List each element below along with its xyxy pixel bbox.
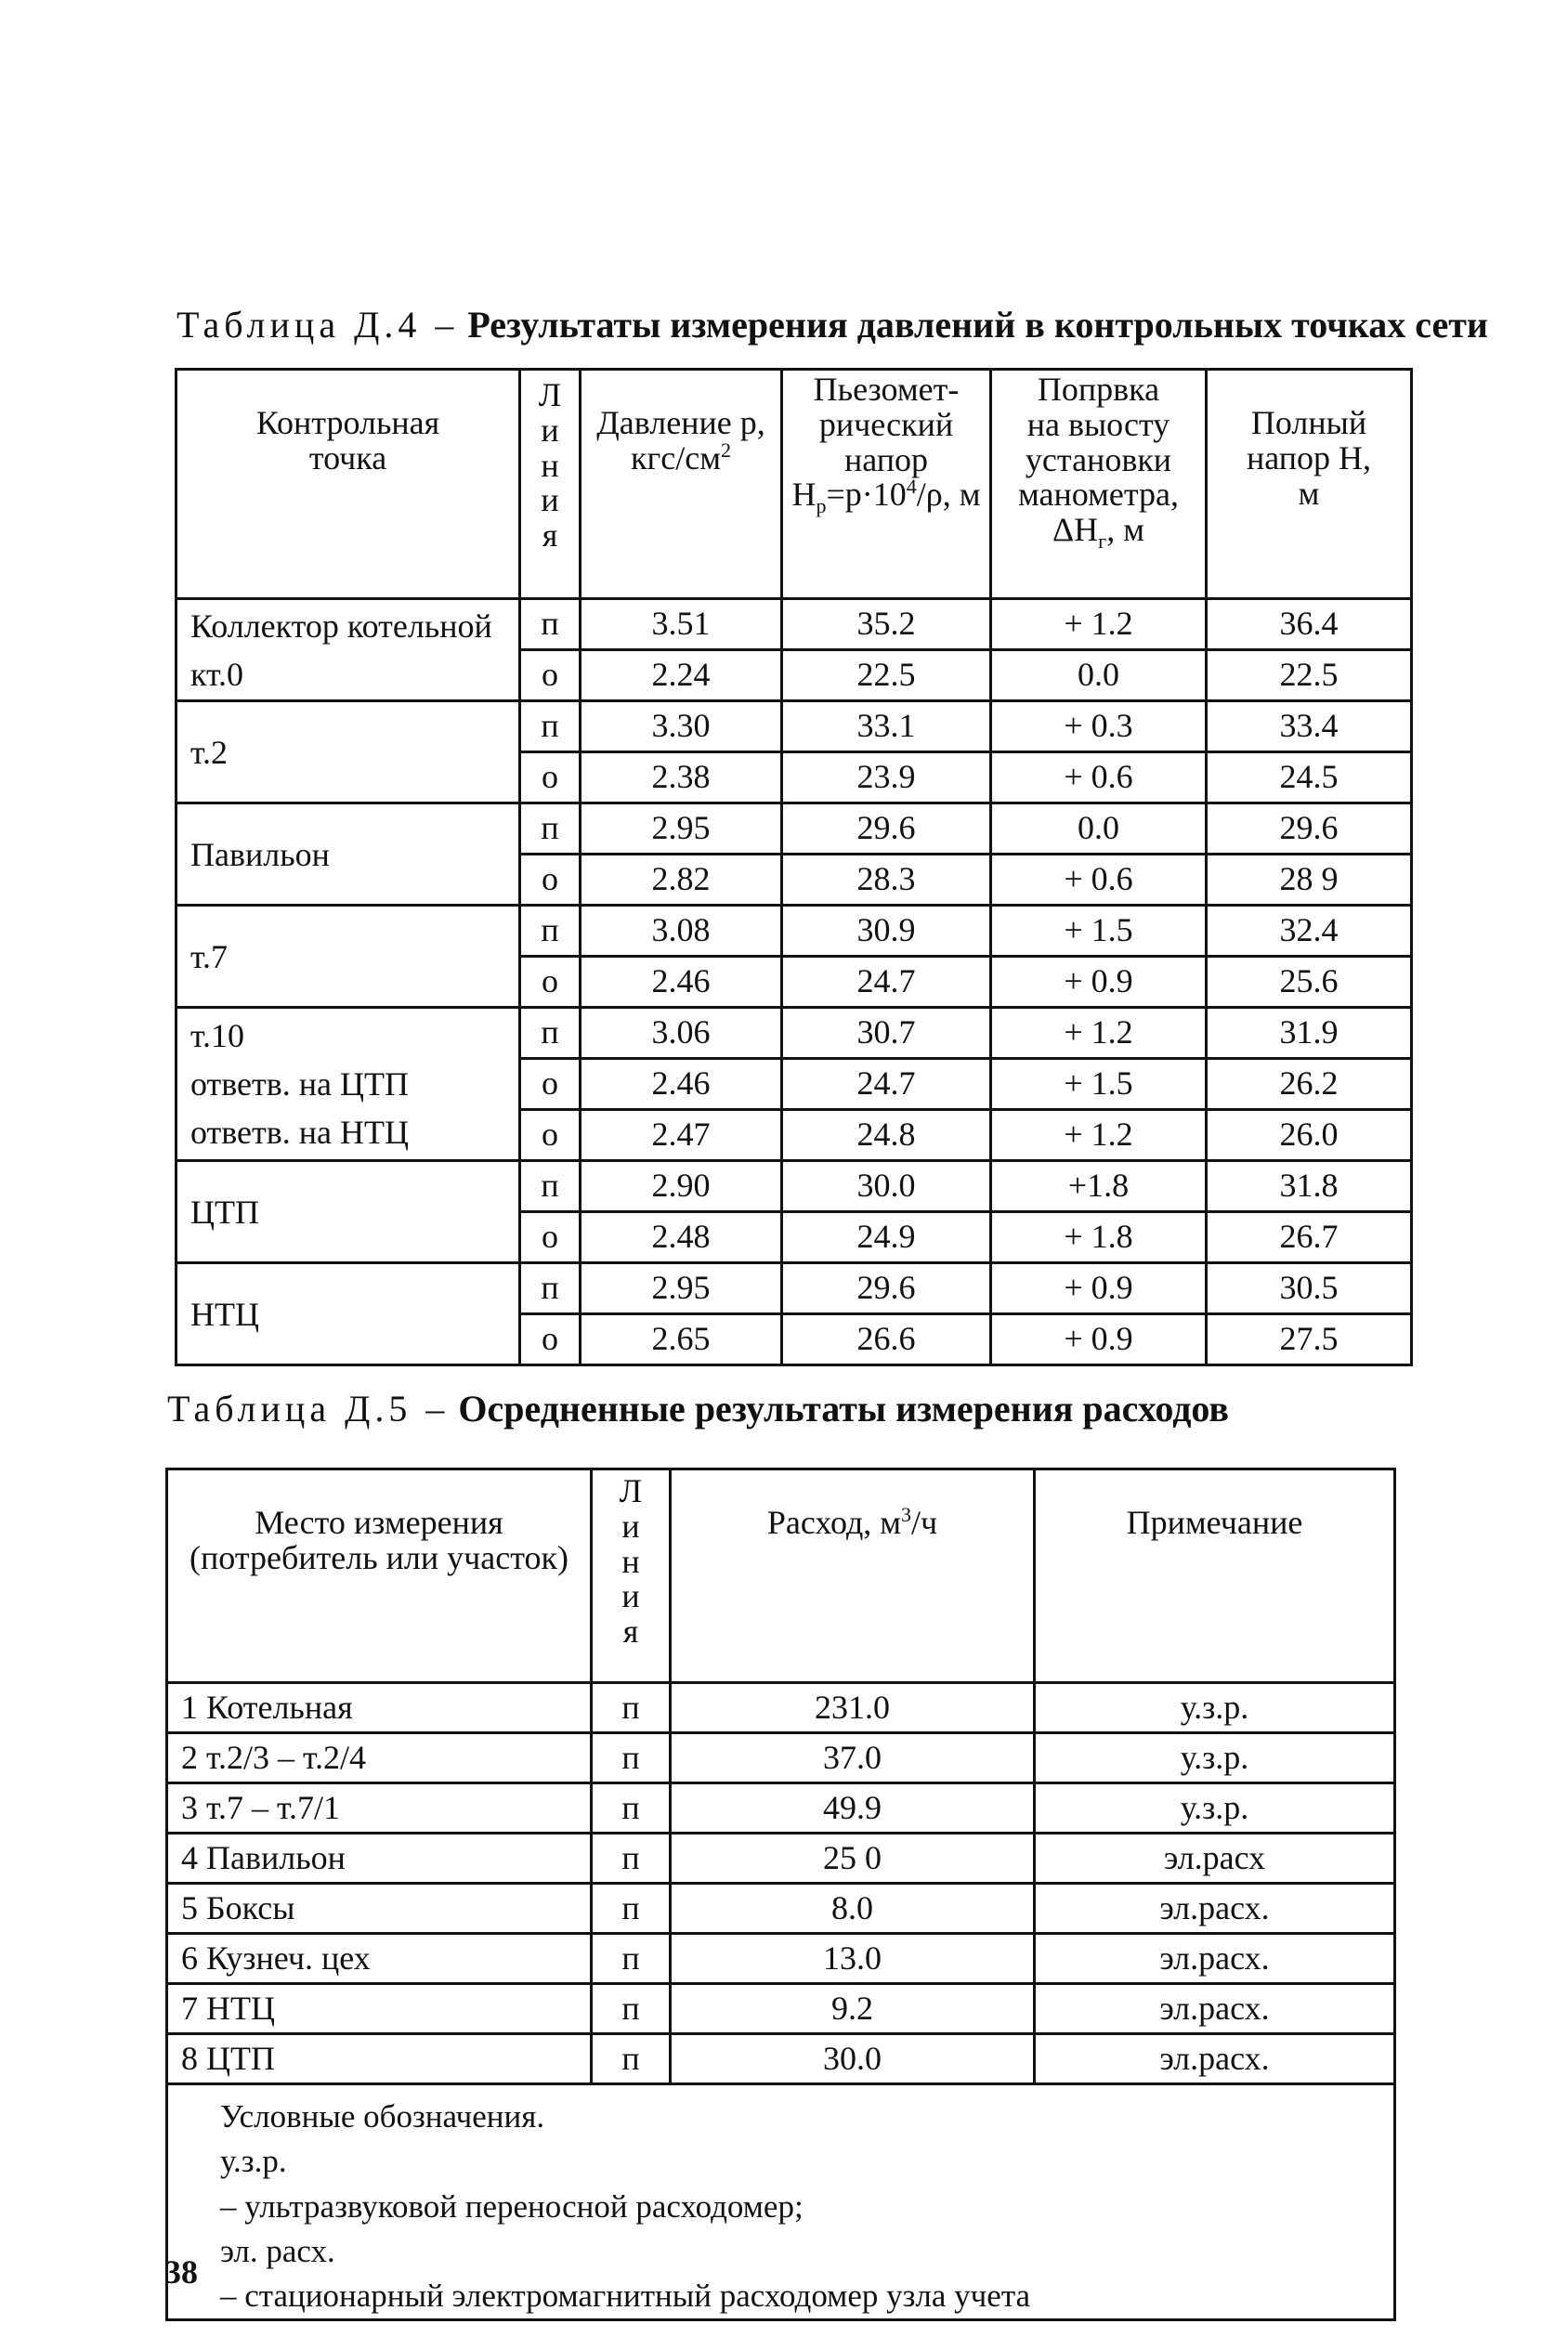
total-head-cell: 26.7 (1207, 1212, 1412, 1263)
pressure-cell: 3.08 (581, 906, 782, 957)
pressure-cell: 2.47 (581, 1110, 782, 1161)
piezo-head-cell: 28.3 (782, 855, 991, 906)
table-d4-header-row (176, 370, 1412, 599)
table-d4-caption-title: Результаты измерения давлений в контрольных точках сети (467, 304, 1488, 346)
total-head-cell: 24.5 (1207, 752, 1412, 803)
place-cell: 8 ЦТП (167, 2034, 592, 2084)
total-head-cell: 27.5 (1207, 1314, 1412, 1365)
table-d5-header-row (167, 1469, 1395, 1683)
correction-cell: + 1.5 (991, 1059, 1207, 1110)
pressure-cell: 2.82 (581, 855, 782, 906)
correction-cell: + 0.9 (991, 1263, 1207, 1314)
place-cell: 7 НТЦ (167, 1984, 592, 2034)
flow-cell: 13.0 (671, 1934, 1035, 1984)
table-d5 (165, 1468, 1396, 2321)
line-cell: о (520, 1059, 581, 1110)
table-d5-caption-title: Осредненные результаты измерения расходов (458, 1388, 1230, 1430)
control-point-label: Коллектор котельной (190, 607, 492, 645)
line-cell: о (520, 855, 581, 906)
header-total: Полный напор H, м (1207, 370, 1412, 599)
legend-item: эл. расх. – стационарный электромагнитный расходомер узла учета (220, 2232, 1031, 2315)
piezo-head-cell: 24.7 (782, 957, 991, 1008)
line-cell: о (520, 1314, 581, 1365)
place-cell: 4 Павильон (167, 1834, 592, 1884)
table-row (176, 599, 1412, 650)
table-d5-body (167, 1683, 1395, 2084)
correction-cell: + 1.8 (991, 1212, 1207, 1263)
line-cell: п (592, 1884, 671, 1934)
piezo-head-cell: 33.1 (782, 701, 991, 752)
line-cell: о (520, 650, 581, 701)
correction-cell: 0.0 (991, 803, 1207, 855)
pressure-cell: 2.46 (581, 957, 782, 1008)
legend-title: Условные обозначения. (220, 2098, 545, 2135)
header-note: Примечание (1035, 1469, 1395, 1683)
control-point-cell (176, 1161, 520, 1263)
control-point-cell (176, 701, 520, 803)
place-cell: 3 т.7 – т.7/1 (167, 1783, 592, 1834)
pressure-cell: 2.95 (581, 1263, 782, 1314)
control-point-label: Павильон (190, 835, 330, 873)
total-head-cell: 33.4 (1207, 701, 1412, 752)
table-d4-caption-lead: Таблица Д.4 – (176, 304, 459, 346)
table-row (176, 803, 1412, 855)
piezo-head-cell: 35.2 (782, 599, 991, 650)
pressure-cell: 2.90 (581, 1161, 782, 1212)
total-head-cell: 28 9 (1207, 855, 1412, 906)
line-cell: п (592, 1733, 671, 1783)
legend-row (167, 2084, 1395, 2320)
piezo-head-cell: 30.0 (782, 1161, 991, 1212)
line-cell: п (592, 1934, 671, 1984)
control-point-cell (176, 599, 520, 701)
piezo-head-cell: 24.9 (782, 1212, 991, 1263)
line-cell: о (520, 752, 581, 803)
control-point-label: НТЦ (190, 1295, 259, 1333)
page-number: 38 (164, 2253, 198, 2291)
correction-cell: + 0.3 (991, 701, 1207, 752)
legend-item: у.з.р. – ультразвуковой переносной расходомер; (220, 2143, 804, 2225)
table-row (167, 1683, 1395, 1733)
piezo-head-cell: 22.5 (782, 650, 991, 701)
correction-cell: + 1.2 (991, 599, 1207, 650)
table-row (167, 1884, 1395, 1934)
header-point: Контрольная точка (176, 370, 520, 599)
line-cell: п (520, 1008, 581, 1059)
line-cell: п (520, 599, 581, 650)
table-row (176, 701, 1412, 752)
line-cell: п (520, 1161, 581, 1212)
place-cell: 2 т.2/3 – т.2/4 (167, 1733, 592, 1783)
piezo-head-cell: 29.6 (782, 1263, 991, 1314)
control-point-label: т.7 (190, 937, 229, 975)
header-place: Место измерения (потребитель или участок) (167, 1469, 592, 1683)
piezo-head-cell: 29.6 (782, 803, 991, 855)
piezo-formula: $H_p=p\cdot 10^4/\rho$, м (791, 475, 981, 518)
flow-cell: 8.0 (671, 1884, 1035, 1934)
control-point-label: ЦТП (190, 1193, 259, 1231)
flow-cell: 30.0 (671, 2034, 1035, 2084)
piezo-head-cell: 26.6 (782, 1314, 991, 1365)
correction-cell: +1.8 (991, 1161, 1207, 1212)
place-cell: 5 Боксы (167, 1884, 592, 1934)
piezo-head-cell: 23.9 (782, 752, 991, 803)
table-d4-caption (176, 304, 1488, 346)
line-cell: п (592, 1683, 671, 1733)
table-row (167, 1934, 1395, 1984)
correction-cell: 0.0 (991, 650, 1207, 701)
line-cell: п (592, 1984, 671, 2034)
header-pressure: Давление p, кгс/$см^2$ (581, 370, 782, 599)
control-point-cell (176, 906, 520, 1008)
pressure-cell: 3.06 (581, 1008, 782, 1059)
legend (167, 2084, 1395, 2320)
flow-cell: 231.0 (671, 1683, 1035, 1733)
correction-cell: + 1.2 (991, 1008, 1207, 1059)
line-cell: о (520, 957, 581, 1008)
control-point-label: кт.0 (190, 655, 244, 693)
total-head-cell: 22.5 (1207, 650, 1412, 701)
note-cell: эл.расх. (1035, 1934, 1395, 1984)
control-point-cell (176, 1008, 520, 1161)
pressure-cell: 2.95 (581, 803, 782, 855)
line-cell: о (520, 1212, 581, 1263)
total-head-cell: 26.2 (1207, 1059, 1412, 1110)
line-cell: п (520, 1263, 581, 1314)
flow-cell: 25 0 (671, 1834, 1035, 1884)
place-cell: 1 Котельная (167, 1683, 592, 1733)
header-piezo: Пьезомет- рический напор $H_p=p\cdot 10^4/\rho$, м (782, 370, 991, 599)
correction-cell: + 0.9 (991, 1314, 1207, 1365)
note-cell: у.з.р. (1035, 1733, 1395, 1783)
pressure-cell: 2.48 (581, 1212, 782, 1263)
piezo-head-cell: 30.9 (782, 906, 991, 957)
line-cell: п (520, 701, 581, 752)
note-cell: эл.расх. (1035, 2034, 1395, 2084)
table-d5-caption (167, 1390, 1229, 1428)
total-head-cell: 32.4 (1207, 906, 1412, 957)
control-point-label: т.2 (190, 733, 229, 771)
correction-cell: + 1.2 (991, 1110, 1207, 1161)
table-row (176, 1008, 1412, 1059)
header-flow: Расход, $м^3/ч$ (671, 1469, 1035, 1683)
total-head-cell: 26.0 (1207, 1110, 1412, 1161)
table-row (176, 1161, 1412, 1212)
place-cell: 6 Кузнеч. цех (167, 1934, 592, 1984)
line-cell: п (520, 906, 581, 957)
flow-cell: 9.2 (671, 1984, 1035, 2034)
piezo-head-cell: 24.7 (782, 1059, 991, 1110)
piezo-head-cell: 30.7 (782, 1008, 991, 1059)
total-head-cell: 25.6 (1207, 957, 1412, 1008)
control-point-label: ответв. на НТЦ (190, 1114, 409, 1151)
piezo-head-cell: 24.8 (782, 1110, 991, 1161)
table-row (167, 1984, 1395, 2034)
control-point-cell (176, 803, 520, 906)
control-point-cell (176, 1263, 520, 1365)
correction-cell: + 0.6 (991, 752, 1207, 803)
correction-cell: + 0.9 (991, 957, 1207, 1008)
pressure-cell: 2.24 (581, 650, 782, 701)
total-head-cell: 29.6 (1207, 803, 1412, 855)
pressure-cell: 2.65 (581, 1314, 782, 1365)
correction-cell: + 0.6 (991, 855, 1207, 906)
correction-symbol: $\Delta H_г$, м (1052, 511, 1144, 554)
flow-cell: 37.0 (671, 1733, 1035, 1783)
correction-cell: + 1.5 (991, 906, 1207, 957)
note-cell: эл.расх. (1035, 1984, 1395, 2034)
table-row (167, 1834, 1395, 1884)
table-row (176, 906, 1412, 957)
line-cell: п (592, 1783, 671, 1834)
table-row (176, 1263, 1412, 1314)
line-cell: п (592, 2034, 671, 2084)
total-head-cell: 36.4 (1207, 599, 1412, 650)
flow-cell: 49.9 (671, 1783, 1035, 1834)
line-cell: о (520, 1110, 581, 1161)
line-cell: п (520, 803, 581, 855)
pressure-cell: 2.38 (581, 752, 782, 803)
total-head-cell: 31.9 (1207, 1008, 1412, 1059)
control-point-label: ответв. на ЦТП (190, 1065, 409, 1103)
line-cell: п (592, 1834, 671, 1884)
note-cell: у.з.р. (1035, 1683, 1395, 1733)
header-line: Л и н и я (520, 370, 581, 599)
total-head-cell: 30.5 (1207, 1263, 1412, 1314)
table-row (167, 1733, 1395, 1783)
table-d5-caption-lead: Таблица Д.5 – (167, 1388, 450, 1430)
table-d4-body (176, 599, 1412, 1365)
table-row (167, 2034, 1395, 2084)
note-cell: у.з.р. (1035, 1783, 1395, 1834)
note-cell: эл.расх (1035, 1834, 1395, 1884)
control-point-label: т.10 (190, 1017, 245, 1054)
pressure-cell: 2.46 (581, 1059, 782, 1110)
pressure-cell: 3.51 (581, 599, 782, 650)
table-row (167, 1783, 1395, 1834)
table-d4 (175, 368, 1413, 1366)
header-line: Л и н и я (592, 1469, 671, 1683)
pressure-cell: 3.30 (581, 701, 782, 752)
total-head-cell: 31.8 (1207, 1161, 1412, 1212)
header-correction: Попрвка на выосту установки манометра, $\Delta H_г$, м (991, 370, 1207, 599)
note-cell: эл.расх. (1035, 1884, 1395, 1934)
